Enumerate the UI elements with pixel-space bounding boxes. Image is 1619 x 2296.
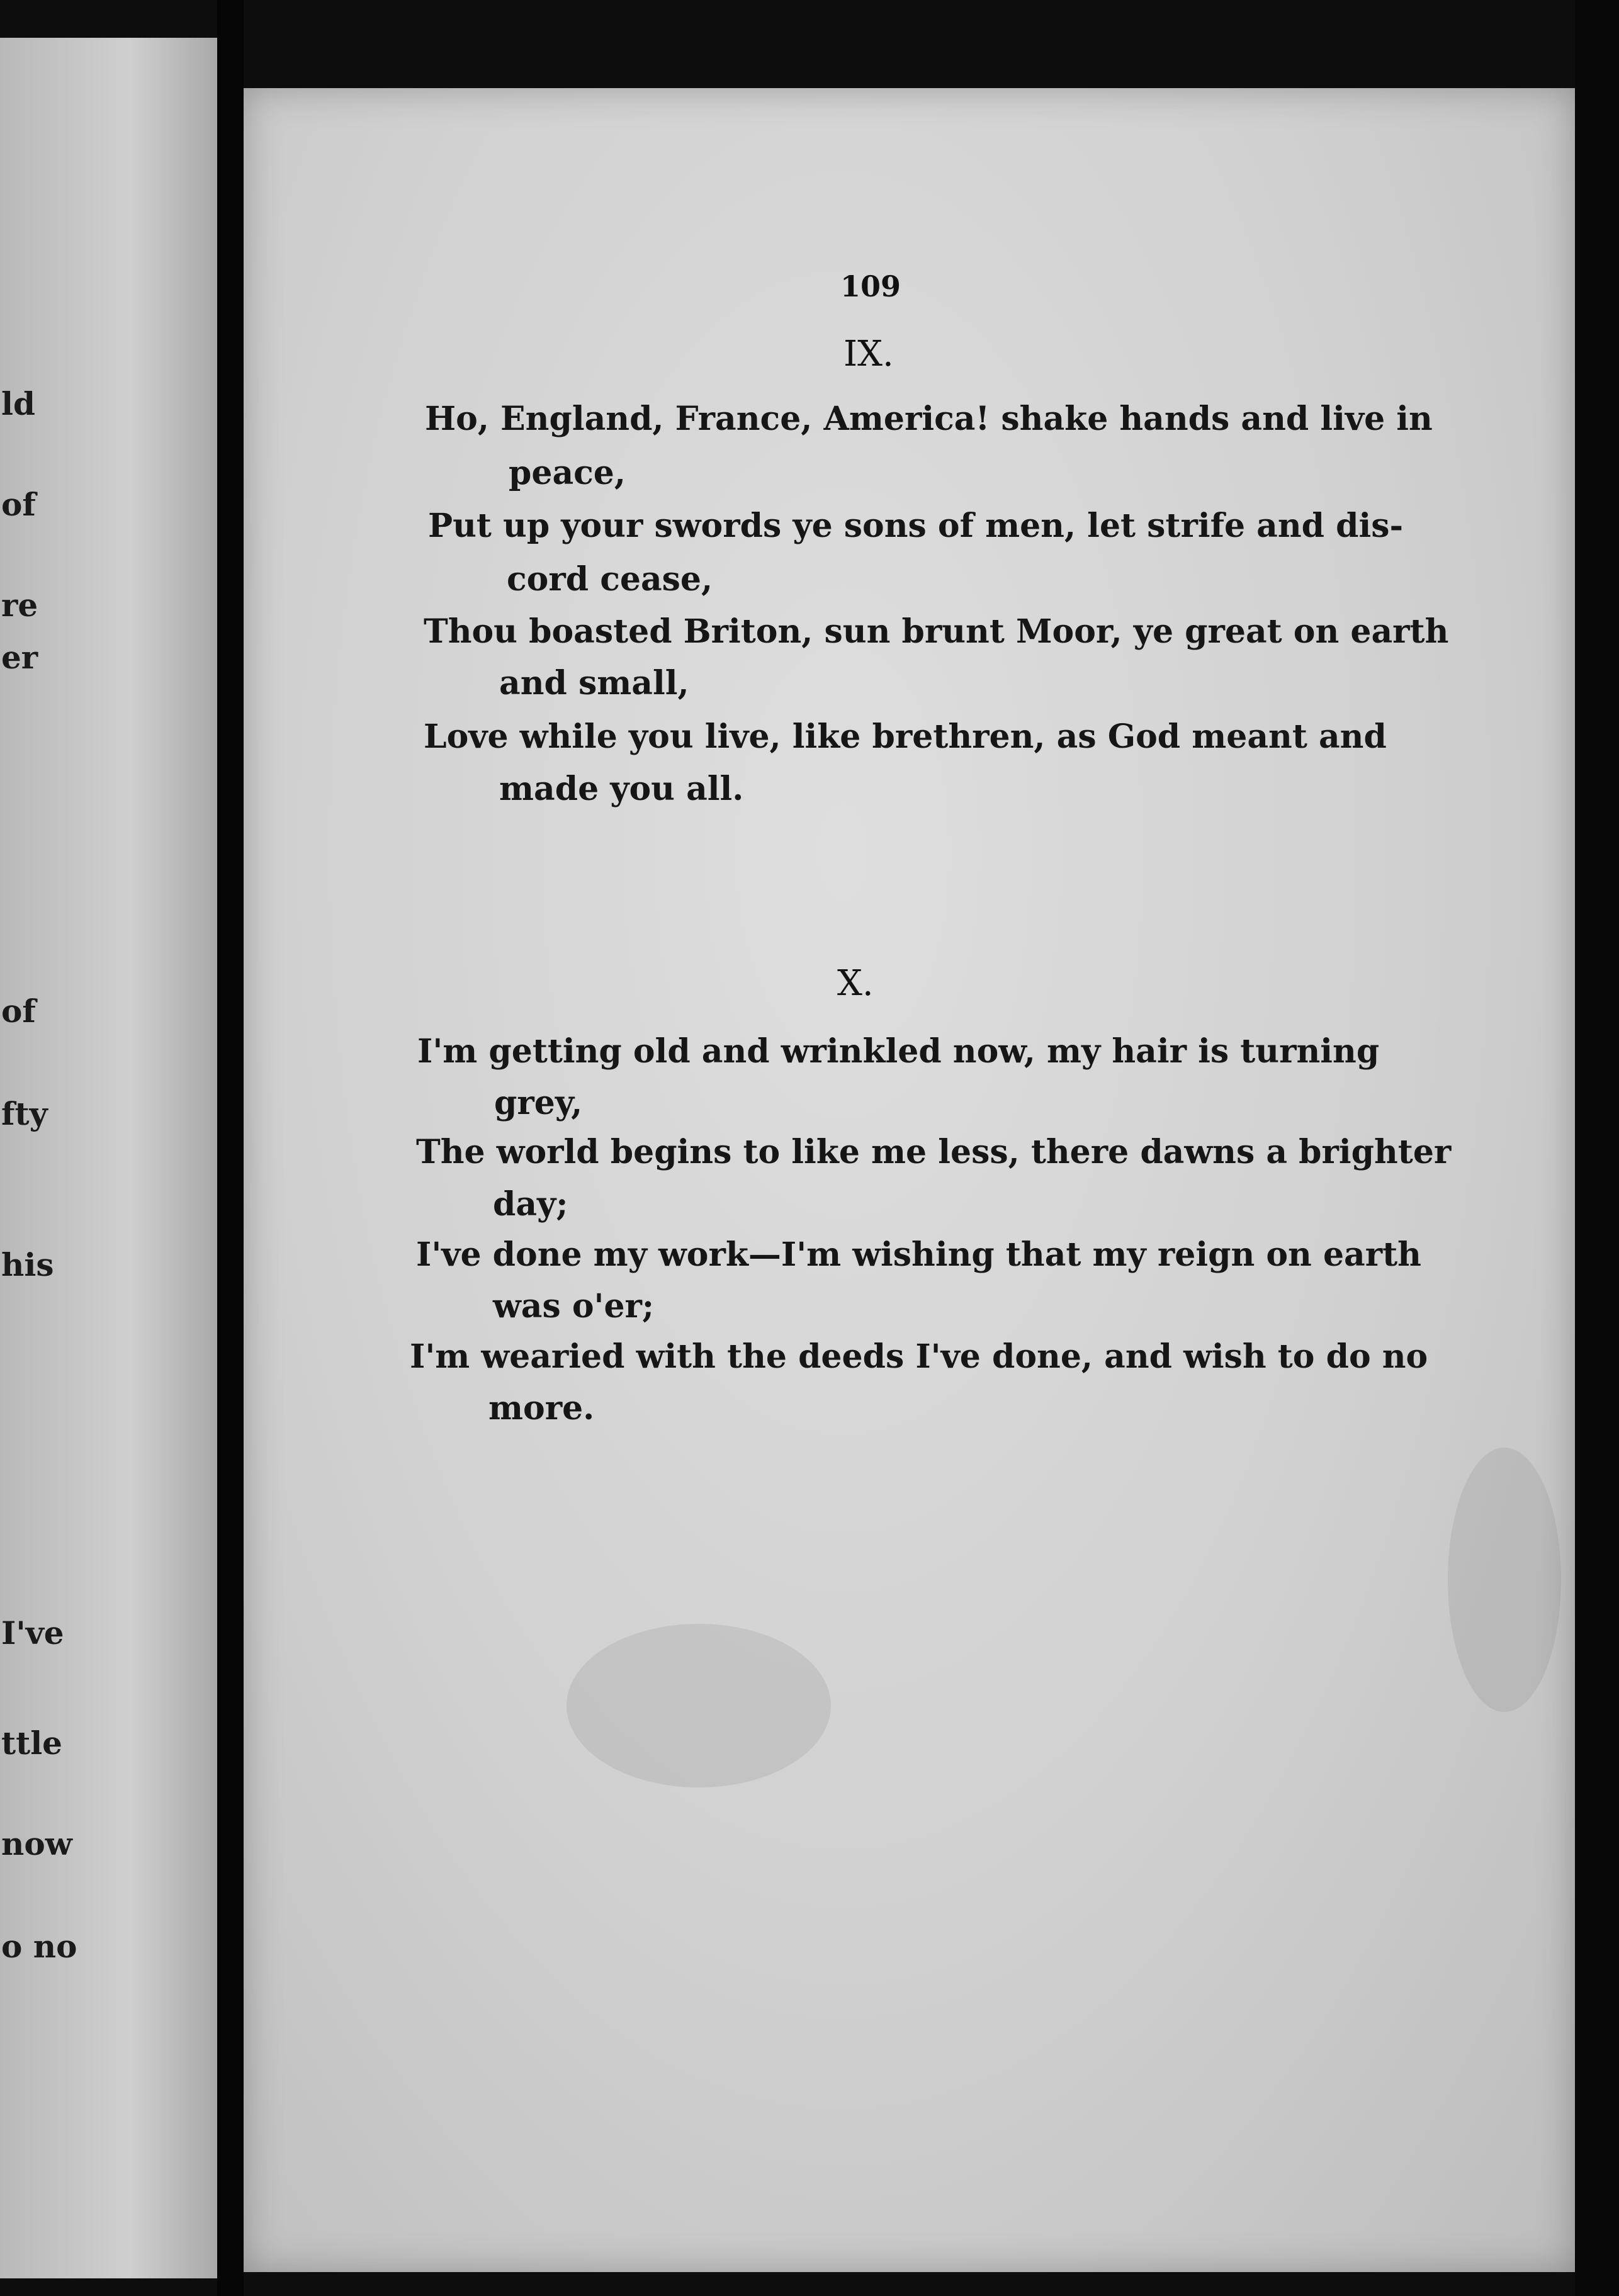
left-page-fragment: fty: [1, 1095, 48, 1132]
verse-line: cord cease,: [507, 560, 713, 599]
left-page-fragment: of: [1, 993, 36, 1030]
verse-line: grey,: [494, 1084, 583, 1122]
left-page-fragment: of: [1, 486, 36, 523]
left-page-fragment: ttle: [1, 1725, 62, 1762]
left-page-fragment: o no: [1, 1928, 77, 1965]
verse-line: I'm wearied with the deeds I've done, and wish to do no: [410, 1337, 1428, 1376]
verse-line: made you all.: [499, 770, 744, 808]
verse-line: and small,: [499, 664, 689, 702]
left-page-fragment: ld: [1, 385, 35, 422]
stanza-numeral: IX.: [843, 334, 894, 374]
paper-stain: [1448, 1448, 1561, 1712]
left-page-fragment: his: [1, 1246, 54, 1283]
left-page-fragment: re: [1, 587, 38, 624]
verse-line: more.: [488, 1389, 595, 1427]
verse-line: Ho, England, France, America! shake hands and live in: [425, 400, 1433, 438]
verse-line: I've done my work—I'm wishing that my reign on earth: [416, 1235, 1421, 1274]
verse-line: was o'er;: [493, 1287, 655, 1325]
verse-line: Thou boasted Briton, sun brunt Moor, ye great on earth: [424, 612, 1449, 651]
paper-stain: [567, 1624, 831, 1787]
verse-line: Put up your swords ye sons of men, let strife and dis-: [428, 507, 1404, 545]
verse-line: peace,: [509, 454, 626, 492]
left-page-fragment: now: [1, 1825, 72, 1862]
scan-edge: [1575, 0, 1619, 2296]
book-gutter: [217, 0, 244, 2296]
left-page-fragment: I've: [1, 1614, 64, 1652]
verse-line: day;: [493, 1185, 568, 1224]
verse-line: I'm getting old and wrinkled now, my hair is turning: [417, 1032, 1380, 1071]
left-page-fragment: er: [1, 639, 38, 676]
stanza-numeral: X.: [837, 963, 874, 1004]
verse-line: Love while you live, like brethren, as God meant and: [424, 718, 1387, 756]
page-number: 109: [840, 269, 901, 303]
verse-line: The world begins to like me less, there dawns a brighter: [416, 1133, 1452, 1171]
